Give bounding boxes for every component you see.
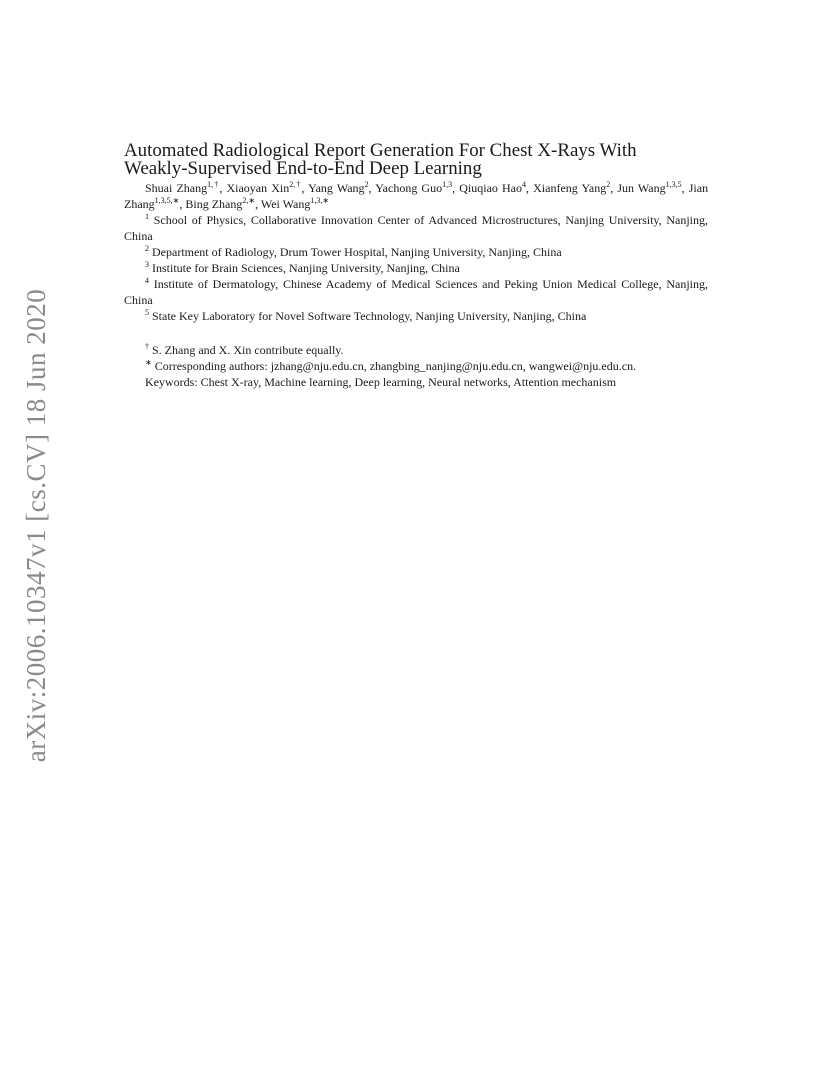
author-name: Xianfeng Yang <box>533 181 607 195</box>
author-affiliation-marks: 1,3,∗ <box>310 196 330 205</box>
affiliation-text: School of Physics, Collaborative Innovation Center of Advanced Microstructures, Nanjing University, Nanjing, China <box>124 213 709 243</box>
star-mark: ∗ <box>145 358 152 367</box>
author-name: Wei Wang <box>260 197 311 211</box>
affiliation-list <box>124 212 708 324</box>
author-name: Bing Zhang <box>185 197 243 211</box>
footnote-corresponding <box>124 358 708 374</box>
author-separator: , <box>452 181 460 195</box>
author-affiliation-marks: 1,3,5,∗ <box>154 196 180 205</box>
author <box>261 197 329 211</box>
author-name: Qiuqiao Hao <box>459 181 522 195</box>
author-separator: , <box>610 181 618 195</box>
author-separator: , <box>255 197 261 211</box>
author-separator: , <box>179 197 186 211</box>
affiliation-text: Department of Radiology, Drum Tower Hospital, Nanjing University, Nanjing, China <box>152 245 562 259</box>
author-separator: , <box>368 181 376 195</box>
arxiv-stamp-text: arXiv:2006.10347v1 [cs.CV] 18 Jun 2020 <box>21 288 52 762</box>
affiliation-number: 2 <box>145 244 149 253</box>
author-name: Shuai Zhang <box>145 181 208 195</box>
author <box>375 181 459 195</box>
affiliation-text: Institute of Dermatology, Chinese Academy of Medical Sciences and Peking Union Medical College, Nanjing, China <box>124 277 709 307</box>
author-separator: , <box>219 181 227 195</box>
affiliation-number: 4 <box>145 276 149 285</box>
paper-title-line2: Weakly-Supervised End-to-End Deep Learning <box>124 158 482 179</box>
author <box>308 181 375 195</box>
dagger-mark: † <box>145 342 149 351</box>
footnote-corresponding-text: Corresponding authors: jzhang@nju.edu.cn, zhangbing_nanjing@nju.edu.cn, wangwei@nju.edu.cn. <box>154 359 637 373</box>
author-name: Xiaoyan Xin <box>226 181 290 195</box>
author-affiliation-marks: 2 <box>606 180 611 189</box>
affiliation-number: 1 <box>145 212 149 221</box>
author-name: Yang Wang <box>308 181 365 195</box>
author-separator: , <box>526 181 534 195</box>
author-affiliation-marks: 4 <box>522 180 526 189</box>
affiliation <box>124 308 708 324</box>
author <box>145 181 226 195</box>
author-separator: , <box>681 181 689 195</box>
keywords <box>124 374 708 390</box>
author-affiliation-marks: 1,† <box>207 180 220 189</box>
affiliation-number: 5 <box>145 308 149 317</box>
author-affiliation-marks: 1,3,5 <box>665 180 682 189</box>
author <box>226 181 308 195</box>
affiliation-text: State Key Laboratory for Novel Software Technology, Nanjing University, Nanjing, China <box>152 309 587 323</box>
affiliation-number: 3 <box>145 260 149 269</box>
arxiv-stamp <box>15 290 59 760</box>
affiliation <box>124 212 708 244</box>
author-list <box>124 180 708 212</box>
affiliation <box>124 260 708 276</box>
author-affiliation-marks: 2,∗ <box>242 196 256 205</box>
paper-title <box>124 142 708 178</box>
author-name: Jun Wang <box>617 181 666 195</box>
footnote-equal-contribution <box>124 342 708 358</box>
affiliation <box>124 276 708 308</box>
author-affiliation-marks: 2,† <box>289 180 302 189</box>
author-name: Yachong Guo <box>375 181 443 195</box>
author-affiliation-marks: 2 <box>364 180 369 189</box>
footnotes <box>124 342 708 390</box>
author <box>185 197 261 211</box>
author <box>459 181 533 195</box>
keywords-text: Keywords: Chest X-ray, Machine learning, Deep learning, Neural networks, Attention mechanism <box>145 375 617 389</box>
paper-title-line1: Automated Radiological Report Generation For Chest X-Rays With <box>124 140 637 161</box>
author <box>617 181 688 195</box>
author <box>533 181 617 195</box>
affiliation-text: Institute for Brain Sciences, Nanjing University, Nanjing, China <box>152 261 460 275</box>
paper-front-matter <box>124 142 708 390</box>
footnote-equal-contribution-text: S. Zhang and X. Xin contribute equally. <box>152 343 344 357</box>
author-affiliation-marks: 1,3 <box>442 180 453 189</box>
author-separator: , <box>301 181 309 195</box>
affiliation <box>124 244 708 260</box>
author-name: Jian Zhang <box>124 181 709 211</box>
